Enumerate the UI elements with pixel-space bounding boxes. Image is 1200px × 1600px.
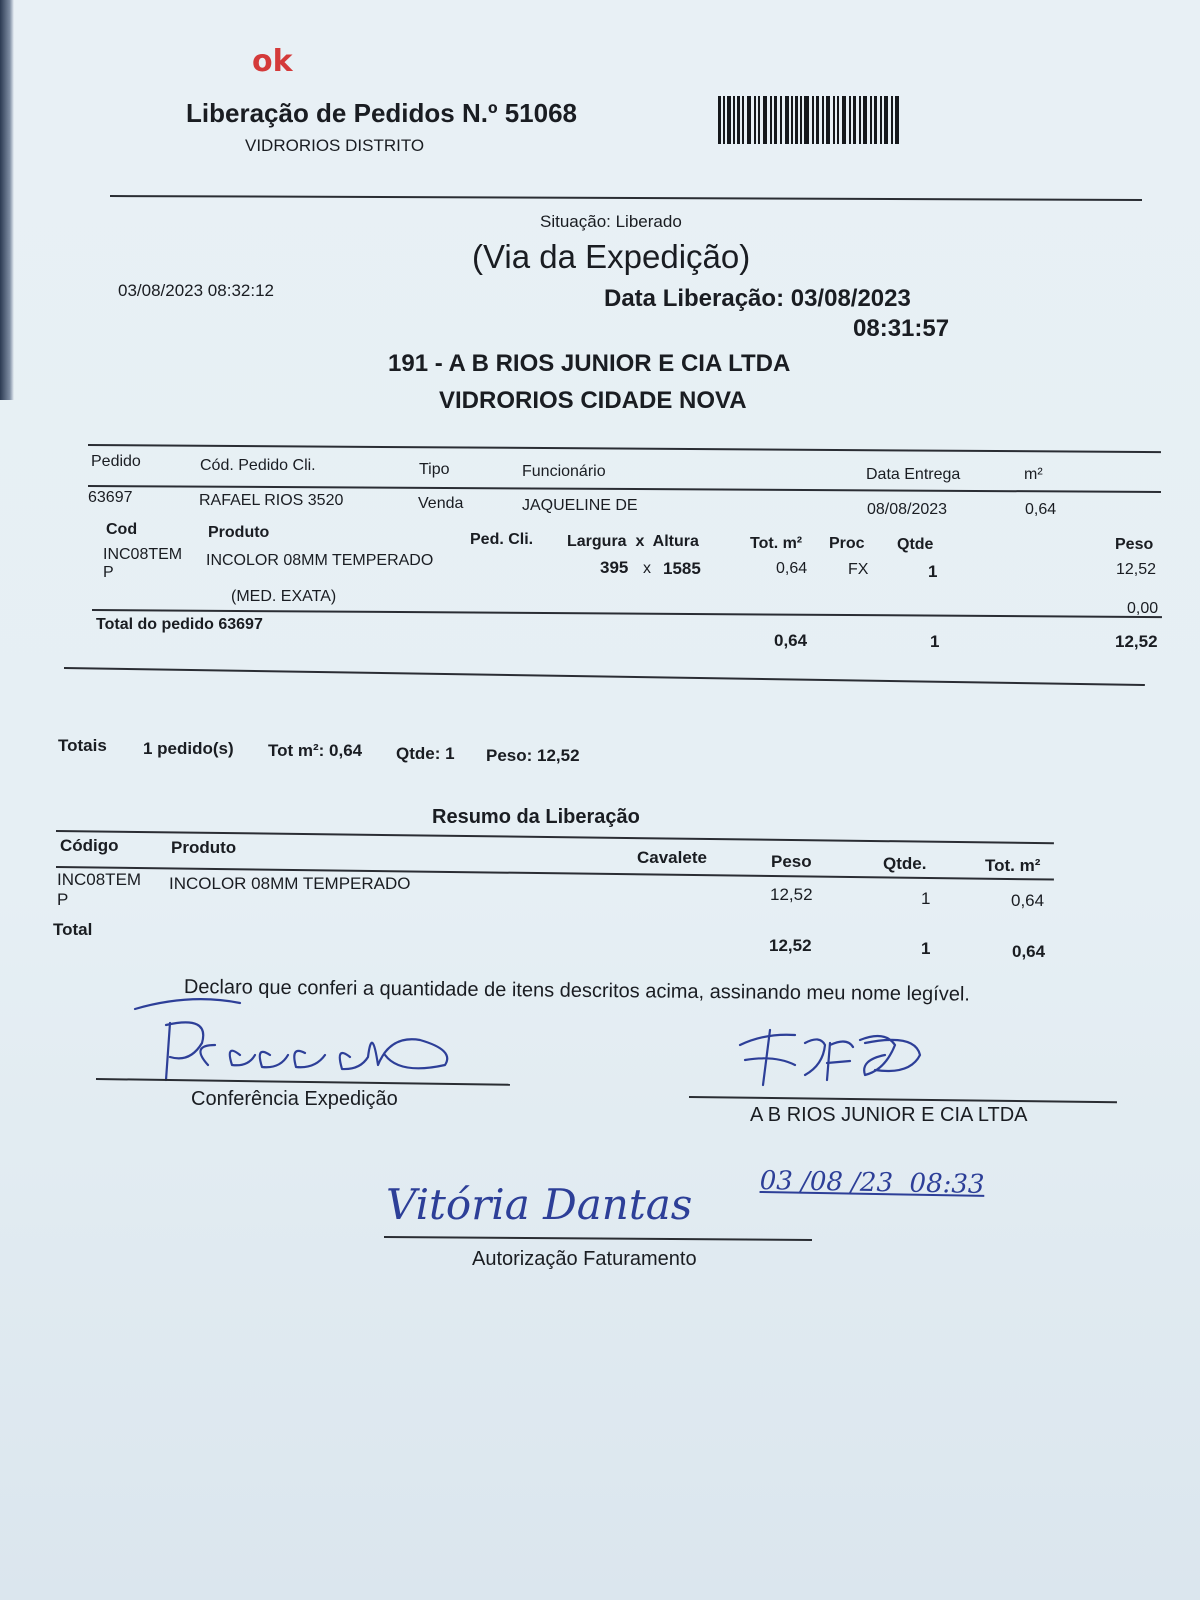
summary-tot-m2: 0,64 bbox=[1011, 891, 1045, 910]
label-client-company: A B RIOS JUNIOR E CIA LTDA bbox=[750, 1104, 1028, 1126]
release-time: 08:31:57 bbox=[853, 315, 950, 342]
summary-col-produto: Produto bbox=[171, 838, 237, 857]
summary-peso: 12,52 bbox=[770, 885, 813, 904]
item-col-peso: Peso bbox=[1115, 536, 1154, 553]
summary-col-codigo: Código bbox=[60, 836, 119, 855]
order-type: Venda bbox=[418, 495, 464, 512]
summary-total-qtde: 1 bbox=[921, 939, 931, 958]
summary-qtde: 1 bbox=[921, 889, 931, 908]
ok-annotation: ok bbox=[252, 44, 293, 79]
signature-conferencia bbox=[120, 995, 480, 1085]
item-proc: FX bbox=[848, 561, 869, 578]
handwritten-date: 03 /08 /23 08:33 bbox=[759, 1166, 985, 1200]
printed-timestamp: 03/08/2023 08:32:12 bbox=[118, 281, 274, 300]
totals-m2: Tot m²: 0,64 bbox=[268, 741, 363, 760]
totals-pedidos: 1 pedido(s) bbox=[143, 739, 234, 758]
signature-client bbox=[735, 1025, 935, 1090]
table-bottom-rule bbox=[64, 667, 1145, 686]
release-date: Data Liberação: 03/08/2023 bbox=[604, 285, 911, 312]
declaration-text: Declaro que conferi a quantidade de itens descritos acima, assinando meu nome legível. bbox=[183, 976, 970, 1006]
barcode bbox=[718, 96, 900, 144]
summary-title: Resumo da Liberação bbox=[432, 806, 640, 828]
client-order-code: RAFAEL RIOS 3520 bbox=[199, 492, 344, 509]
item-col-produto: Produto bbox=[208, 524, 270, 541]
item-qtde: 1 bbox=[928, 562, 938, 581]
item-col-cod: Cod bbox=[106, 521, 138, 538]
col-data-entrega: Data Entrega bbox=[866, 466, 961, 483]
item-product: INCOLOR 08MM TEMPERADO bbox=[206, 552, 434, 569]
order-m2: 0,64 bbox=[1025, 501, 1057, 518]
label-conferencia-expedicao: Conferência Expedição bbox=[191, 1088, 398, 1110]
totals-label: Totais bbox=[58, 736, 107, 755]
col-pedido: Pedido bbox=[91, 453, 141, 470]
label-autorizacao-faturamento: Autorização Faturamento bbox=[472, 1248, 697, 1270]
item-tot-m2: 0,64 bbox=[776, 560, 808, 577]
col-cod-pedido-cli: Cód. Pedido Cli. bbox=[200, 457, 316, 474]
item-col-proc: Proc bbox=[829, 535, 865, 552]
signature-autorizacao: Vitória Dantas bbox=[386, 1180, 693, 1229]
employee: JAQUELINE DE bbox=[522, 497, 638, 514]
item-dims-separator: x bbox=[643, 560, 651, 577]
copy-label: (Via da Expedição) bbox=[472, 238, 751, 275]
item-col-tot-m2: Tot. m² bbox=[750, 535, 803, 552]
item-code-line2: P bbox=[103, 564, 114, 581]
order-number: 63697 bbox=[88, 489, 133, 506]
summary-total-peso: 12,52 bbox=[769, 936, 812, 955]
totals-qtde: Qtde: 1 bbox=[396, 744, 455, 763]
order-total-label: Total do pedido 63697 bbox=[96, 616, 263, 633]
summary-col-tot-m2: Tot. m² bbox=[985, 856, 1041, 875]
table-top-rule bbox=[88, 444, 1161, 453]
signature-line-right bbox=[689, 1096, 1117, 1103]
order-total-peso: 12,52 bbox=[1115, 632, 1158, 651]
order-total-m2: 0,64 bbox=[774, 631, 808, 650]
col-m2: m² bbox=[1024, 466, 1043, 483]
summary-code-line1: INC08TEM bbox=[57, 870, 142, 889]
summary-col-peso: Peso bbox=[771, 852, 812, 871]
page-edge bbox=[0, 0, 14, 400]
document-title: Liberação de Pedidos N.º 51068 bbox=[186, 98, 577, 128]
item-col-qtde: Qtde bbox=[897, 536, 934, 553]
item-width: 395 bbox=[600, 558, 629, 577]
summary-product: INCOLOR 08MM TEMPERADO bbox=[169, 874, 411, 893]
status-text: Situação: Liberado bbox=[540, 212, 682, 231]
item-col-dims: Largura x Altura bbox=[567, 533, 699, 550]
divider bbox=[110, 195, 1142, 201]
client-store: VIDRORIOS CIDADE NOVA bbox=[439, 387, 747, 414]
company-name: VIDRORIOS DISTRITO bbox=[245, 136, 425, 155]
item-height: 1585 bbox=[663, 559, 701, 578]
delivery-date: 08/08/2023 bbox=[867, 501, 948, 518]
col-funcionario: Funcionário bbox=[522, 463, 606, 480]
order-total-qtde: 1 bbox=[930, 632, 940, 651]
summary-total-tot-m2: 0,64 bbox=[1012, 942, 1046, 961]
item-peso: 12,52 bbox=[1116, 561, 1157, 578]
item-col-ped-cli: Ped. Cli. bbox=[470, 531, 534, 548]
item-note: (MED. EXATA) bbox=[231, 588, 337, 605]
item-code-line1: INC08TEM bbox=[103, 546, 183, 563]
signature-line-bottom bbox=[384, 1236, 812, 1241]
summary-col-qtde: Qtde. bbox=[883, 854, 927, 873]
summary-code-line2: P bbox=[57, 890, 69, 909]
item-extra-peso: 0,00 bbox=[1127, 600, 1159, 617]
summary-total-label: Total bbox=[53, 920, 93, 939]
summary-col-cavalete: Cavalete bbox=[637, 848, 707, 867]
client-name: 191 - A B RIOS JUNIOR E CIA LTDA bbox=[388, 350, 791, 377]
col-tipo: Tipo bbox=[419, 461, 450, 478]
totals-peso: Peso: 12,52 bbox=[486, 746, 580, 765]
